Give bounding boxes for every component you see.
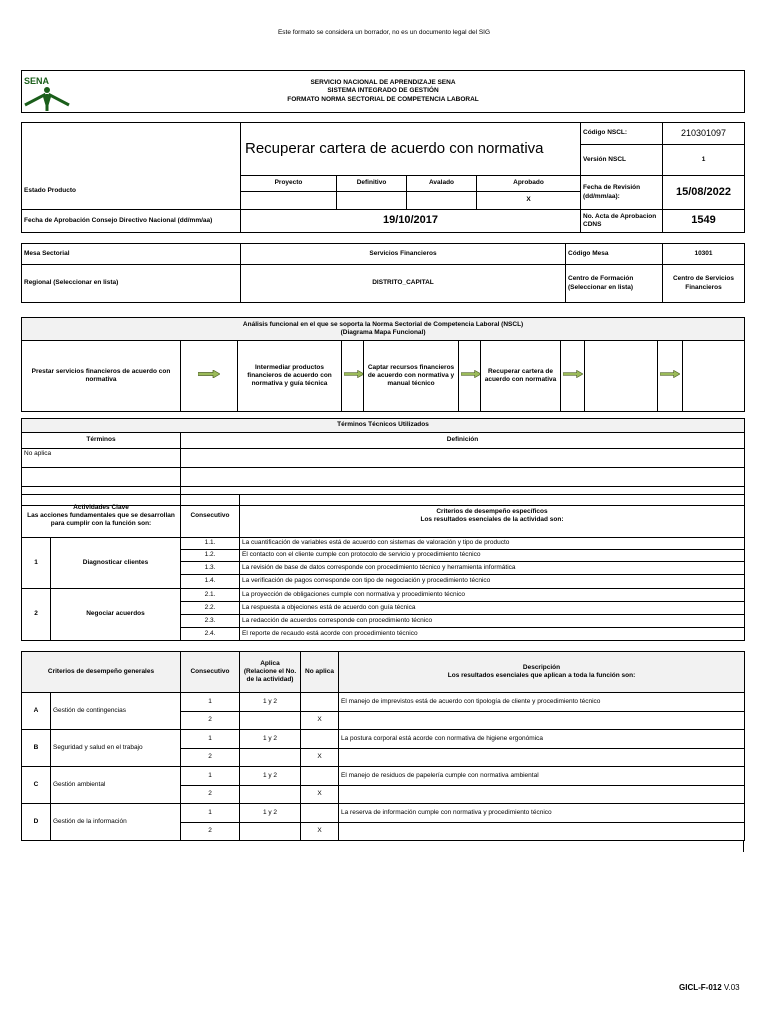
criterio-text: La cuantificación de variables está de acuerdo con sistemas de valoración y tipo de producto (240, 538, 745, 550)
general-aplica: 1 y 2 (240, 730, 301, 749)
norma-title: Recuperar cartera de acuerdo con normativa (241, 123, 581, 176)
criterio-text: La respuesta a objeciones está de acuerdo con guía técnica (240, 602, 745, 615)
general-cons: 1 (181, 730, 240, 749)
fecha-rev-label: Fecha de Revisión (dd/mm/aa): (581, 176, 663, 210)
codigo-mesa-label: Código Mesa (566, 244, 663, 265)
estado-proyecto: Proyecto (241, 176, 337, 192)
general-desc: La reserva de información cumple con normativa y procedimiento técnico (339, 804, 745, 823)
general-letter-a: A (22, 693, 51, 730)
criterio-text: El contacto con el cliente cumple con protocolo de servicio y procedimiento técnico (240, 550, 745, 562)
acta-label: No. Acta de Aprobacion CDNS (581, 210, 663, 233)
actividad-num-2: 2 (22, 589, 51, 641)
general-noaplica: X (301, 712, 339, 730)
map-arrow-3 (459, 341, 481, 412)
fecha-aprob-value: 19/10/2017 (241, 210, 581, 233)
header-cell (22, 71, 745, 113)
definicion-row-1 (181, 449, 745, 468)
map-arrow-2 (342, 341, 364, 412)
criterio-text: La revisión de base de datos corresponde con procedimiento técnico y herramienta informática (240, 562, 745, 575)
estado-definitivo: Definitivo (337, 176, 407, 192)
criterio-cons: 2.1. (181, 589, 240, 602)
general-aplica (240, 823, 301, 841)
criterio-cons: 1.1. (181, 538, 240, 550)
general-desc: La postura corporal está acorde con normativa de higiene ergonómica (339, 730, 745, 749)
estado-proyecto-mark (241, 192, 337, 210)
criterio-text: La redacción de acuerdos corresponde con procedimiento técnico (240, 615, 745, 628)
criterio-cons: 2.4. (181, 628, 240, 641)
header-table (21, 70, 745, 113)
draft-disclaimer: Este formato se considera un borrador, no es un documento legal del SIG (277, 29, 491, 36)
general-name-a: Gestión de contingencias (51, 693, 181, 730)
norma-table (21, 122, 745, 233)
general-noaplica: X (301, 823, 339, 841)
header-line-2: SISTEMA INTEGRADO DE GESTIÓN (327, 87, 439, 95)
generales-aplica-head: Aplica (Relacione el No. de la actividad) (240, 652, 301, 693)
general-cons: 2 (181, 712, 240, 730)
termino-row-1: No aplica (22, 449, 181, 468)
map-arrow-1 (181, 341, 238, 412)
arrow-right-icon (660, 370, 682, 378)
generales-consecutivo-head: Consecutivo (181, 652, 240, 693)
centro-label: Centro de Formación (Seleccionar en lista) (566, 265, 663, 303)
descripcion-head-2: Los resultados esenciales que aplican a toda la función son: (447, 672, 636, 679)
map-box-3: Captar recursos financieros de acuerdo con normativa y manual técnico (364, 341, 459, 412)
estado-definitivo-mark (337, 192, 407, 210)
map-arrow-5 (658, 341, 683, 412)
general-aplica (240, 749, 301, 767)
regional-label: Regional (Seleccionar en lista) (22, 265, 241, 303)
actividades-head: Actividades Clave Las acciones fundamentales que se desarrollan para cumplir con la función son: (22, 495, 181, 538)
analisis-title-2: (Diagrama Mapa Funcional) (340, 329, 426, 336)
arrow-right-icon (344, 370, 364, 378)
col-definicion: Definición (181, 433, 745, 449)
actividades-table (21, 494, 745, 641)
codigo-label: Código NSCL: (581, 123, 663, 145)
general-noaplica (301, 767, 339, 786)
terminos-table (21, 418, 745, 506)
general-aplica (240, 712, 301, 730)
criterio-cons: 1.3. (181, 562, 240, 575)
general-letter-c: C (22, 767, 51, 804)
descripcion-head-1: Descripción (522, 663, 561, 671)
mesa-table (21, 243, 745, 303)
general-cons: 2 (181, 749, 240, 767)
acta-value: 1549 (663, 210, 745, 233)
version-value: 1 (663, 145, 745, 176)
general-aplica: 1 y 2 (240, 804, 301, 823)
centro-value: Centro de Servicios Financieros (663, 265, 745, 303)
general-desc: El manejo de imprevistos está de acuerdo con tipología de cliente y procedimiento técnico (339, 693, 745, 712)
mesa-value: Servicios Financieros (241, 244, 566, 265)
general-noaplica (301, 804, 339, 823)
table-edge-line (743, 841, 744, 852)
generales-descripcion-head (339, 652, 745, 693)
header-line-1: SERVICIO NACIONAL DE APRENDIZAJE SENA (310, 79, 456, 87)
estado-avalado: Avalado (407, 176, 477, 192)
criterio-cons: 2.3. (181, 615, 240, 628)
arrow-right-icon (461, 370, 481, 378)
general-letter-b: B (22, 730, 51, 767)
general-cons: 1 (181, 767, 240, 786)
criterios-head-2: Los resultados esenciales de la actividad son: (420, 516, 564, 523)
general-name-c: Gestión ambiental (51, 767, 181, 804)
estado-aprobado-mark: X (477, 192, 581, 210)
criterio-cons: 2.2. (181, 602, 240, 615)
form-code-footer (679, 983, 740, 992)
codigo-value: 210301097 (663, 123, 745, 145)
analisis-header (22, 318, 745, 341)
general-aplica: 1 y 2 (240, 767, 301, 786)
termino-row-2 (22, 468, 181, 487)
general-cons: 1 (181, 804, 240, 823)
criterios-head-1: Criterios de desempeño específicos (436, 507, 548, 515)
mesa-label: Mesa Sectorial (22, 244, 241, 265)
general-aplica (240, 786, 301, 804)
general-noaplica: X (301, 786, 339, 804)
general-cons: 1 (181, 693, 240, 712)
analisis-table (21, 317, 745, 412)
actividades-criterios-head (240, 495, 745, 538)
general-desc (339, 786, 745, 804)
general-cons: 2 (181, 786, 240, 804)
norma-blank (22, 123, 241, 176)
criterio-cons: 1.4. (181, 575, 240, 589)
fecha-rev-value: 15/08/2022 (663, 176, 745, 210)
general-aplica: 1 y 2 (240, 693, 301, 712)
generales-head: Criterios de desempeño generales (22, 652, 181, 693)
generales-noaplica-head: No aplica (301, 652, 339, 693)
col-terminos: Términos (22, 433, 181, 449)
general-noaplica: X (301, 749, 339, 767)
estado-label: Estado Producto (22, 176, 241, 210)
general-letter-d: D (22, 804, 51, 841)
terminos-title: Términos Técnicos Utilizados (22, 419, 745, 433)
map-box-2: Intermediar productos financieros de acuerdo con normativa y guía técnica (238, 341, 342, 412)
estado-aprobado: Aprobado (477, 176, 581, 192)
general-desc (339, 823, 745, 841)
actividades-consecutivo-head: Consecutivo (181, 495, 240, 538)
general-noaplica (301, 730, 339, 749)
general-desc (339, 712, 745, 730)
codigo-mesa-value: 10301 (663, 244, 745, 265)
criterio-cons: 1.2. (181, 550, 240, 562)
fecha-aprob-label: Fecha de Aprobación Consejo Directivo Nacional (dd/mm/aa) (22, 210, 241, 233)
actividad-name-1: Diagnosticar clientes (51, 538, 181, 589)
general-cons: 2 (181, 823, 240, 841)
criterio-text: La proyección de obligaciones cumple con normativa y procedimiento técnico (240, 589, 745, 602)
form-code: GICL-F-012 (679, 983, 722, 992)
arrow-right-icon (563, 370, 585, 378)
form-version: V.03 (723, 983, 740, 992)
map-box-4: Recuperar cartera de acuerdo con normativa (481, 341, 561, 412)
general-desc: El manejo de residuos de papelería cumple con normativa ambiental (339, 767, 745, 786)
map-box-5 (585, 341, 658, 412)
sena-logo-text: SENA (24, 76, 50, 86)
generales-table (21, 651, 745, 841)
analisis-title-1: Análisis funcional en el que se soporta la Norma Sectorial de Competencia Laboral (NSCL) (242, 320, 524, 328)
criterio-text: La verificación de pagos corresponde con tipo de negociación y procedimiento técnico (240, 575, 745, 589)
arrow-right-icon (198, 370, 220, 378)
definicion-row-2 (181, 468, 745, 487)
criterio-text: El reporte de recaudo está acorde con procedimiento técnico (240, 628, 745, 641)
general-name-d: Gestión de la información (51, 804, 181, 841)
general-noaplica (301, 693, 339, 712)
regional-value: DISTRITO_CAPITAL (241, 265, 566, 303)
general-name-b: Seguridad y salud en el trabajo (51, 730, 181, 767)
map-arrow-4 (561, 341, 585, 412)
actividad-num-1: 1 (22, 538, 51, 589)
header-line-3: FORMATO NORMA SECTORIAL DE COMPETENCIA LABORAL (287, 95, 479, 103)
general-desc (339, 749, 745, 767)
estado-avalado-mark (407, 192, 477, 210)
map-box-1: Prestar servicios financieros de acuerdo con normativa (22, 341, 181, 412)
map-box-6 (683, 341, 745, 412)
version-label: Versión NSCL (581, 145, 663, 176)
sena-logo (22, 75, 72, 113)
actividad-name-2: Negociar acuerdos (51, 589, 181, 641)
